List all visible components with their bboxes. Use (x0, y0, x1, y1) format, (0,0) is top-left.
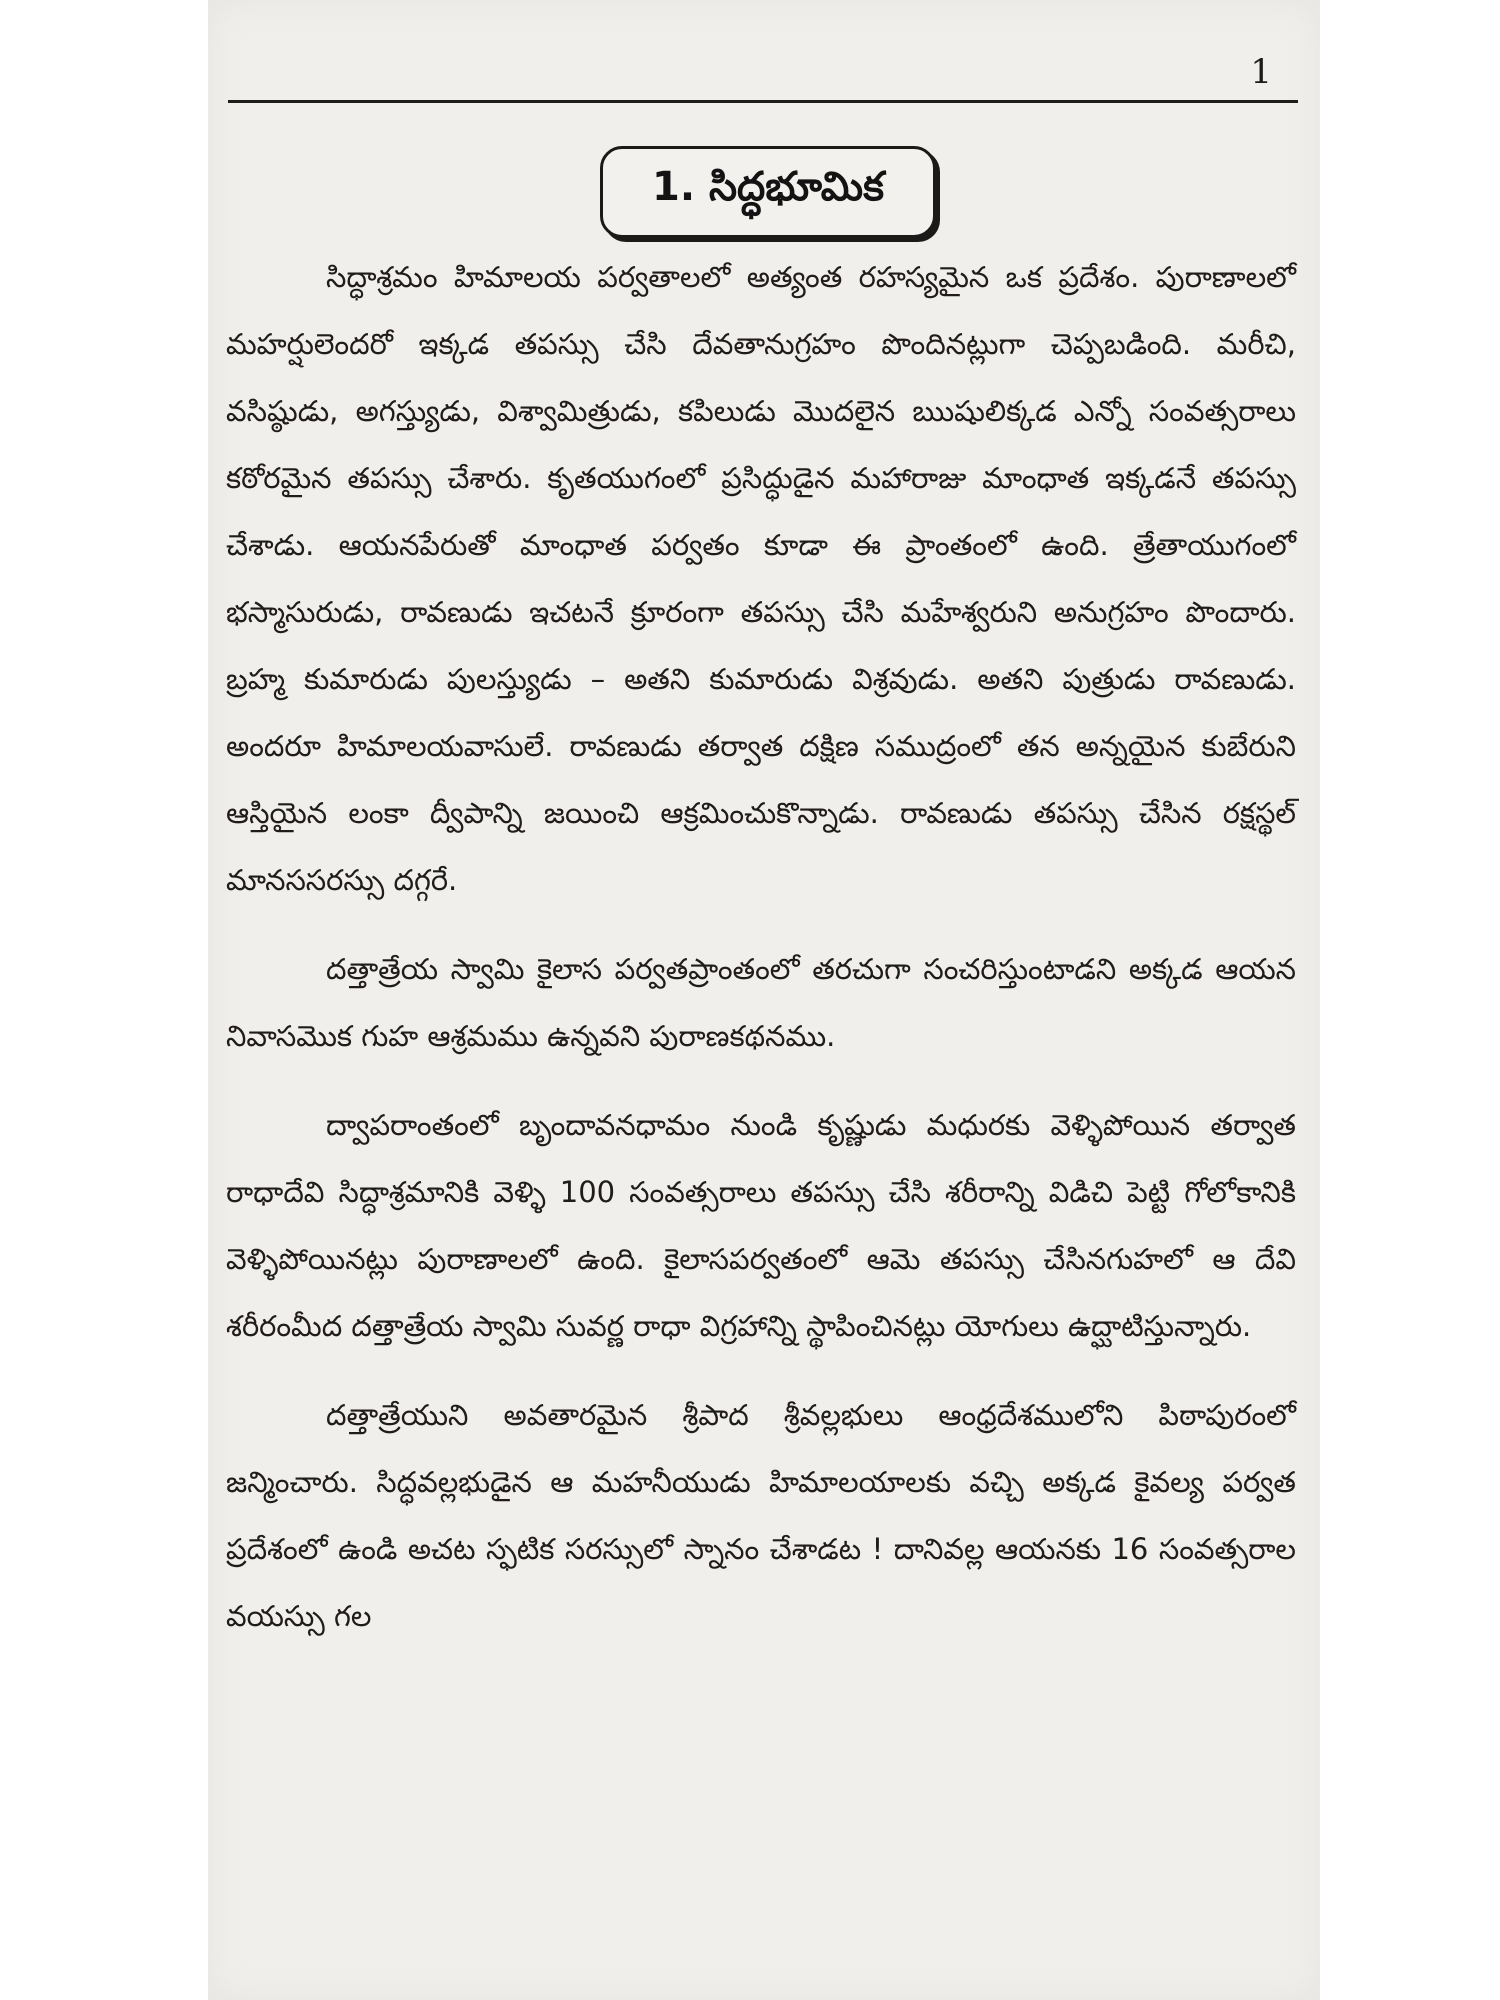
page-number: 1 (1250, 52, 1272, 92)
paragraph-4: దత్తాత్రేయుని అవతారమైన శ్రీపాద శ్రీవల్లభులు ఆంధ్రదేశములోని పిఠాపురంలో జన్మించారు. సిద్ధవల్లభుడైన ఆ మహనీయుడు హిమాలయాలకు వచ్చి అక్కడ కైవల్య పర్వత ప్రదేశంలో ఉండి అచట స్ఫటిక సరస్సులో స్నానం చేశాడట ! దానివల్ల ఆయనకు 16 సంవత్సరాల వయస్సు గల (226, 1398, 1296, 1633)
body-text (226, 244, 1296, 1650)
book-page (208, 0, 1320, 2000)
paragraph-3: ద్వాపరాంతంలో బృందావనధామం నుండి కృష్ణుడు మధురకు వెళ్ళిపోయిన తర్వాత రాధాదేవి సిద్ధాశ్రమానికి వెళ్ళి 100 సంవత్సరాలు తపస్సు చేసి శరీరాన్ని విడిచి పెట్టి గోలోకానికి వెళ్ళిపోయినట్లు పురాణాలలో ఉంది. కైలాసపర్వతంలో ఆమె తపస్సు చేసినగుహలో ఆ దేవి శరీరంమీద దత్తాత్రేయ స్వామి సువర్ణ రాధా విగ్రహాన్ని స్థాపించినట్లు యోగులు ఉద్ఘాటిస్తున్నారు. (226, 1108, 1296, 1343)
paragraph-2: దత్తాత్రేయ స్వామి కైలాస పర్వతప్రాంతంలో తరచుగా సంచరిస్తుంటాడని అక్కడ ఆయన నివాసమొక గుహ ఆశ్రమము ఉన్నవని పురాణకథనము. (226, 952, 1296, 1053)
header-rule (228, 100, 1298, 103)
chapter-title: 1. సిద్ధభూమిక (600, 146, 936, 238)
paragraph-1: సిద్ధాశ్రమం హిమాలయ పర్వతాలలో అత్యంత రహస్యమైన ఒక ప్రదేశం. పురాణాలలో మహర్షులెందరో ఇక్కడ తపస్సు చేసి దేవతానుగ్రహం పొందినట్లుగా చెప్పబడింది. మరీచి, వసిష్ఠుడు, అగస్త్యుడు, విశ్వామిత్రుడు, కపిలుడు మొదలైన ఋషులిక్కడ ఎన్నో సంవత్సరాలు కఠోరమైన తపస్సు చేశారు. కృతయుగంలో ప్రసిద్ధుడైన మహారాజు మాంధాత ఇక్కడనే తపస్సు చేశాడు. ఆయనపేరుతో మాంధాత పర్వతం కూడా ఈ ప్రాంతంలో ఉంది. త్రేతాయుగంలో భస్మాసురుడు, రావణుడు ఇచటనే క్రూరంగా తపస్సు చేసి మహేశ్వరుని అనుగ్రహం పొందారు. బ్రహ్మ కుమారుడు పులస్త్యుడు – అతని కుమారుడు విశ్రవుడు. అతని పుత్రుడు రావణుడు. అందరూ హిమాలయవాసులే. రావణుడు తర్వాత దక్షిణ సముద్రంలో తన అన్నయైన కుబేరుని ఆస్తియైన లంకా ద్వీపాన్ని జయించి ఆక్రమించుకొన్నాడు. రావణుడు తపస్సు చేసిన రక్షస్థల్ మానససరస్సు దగ్గరే. (226, 260, 1296, 897)
